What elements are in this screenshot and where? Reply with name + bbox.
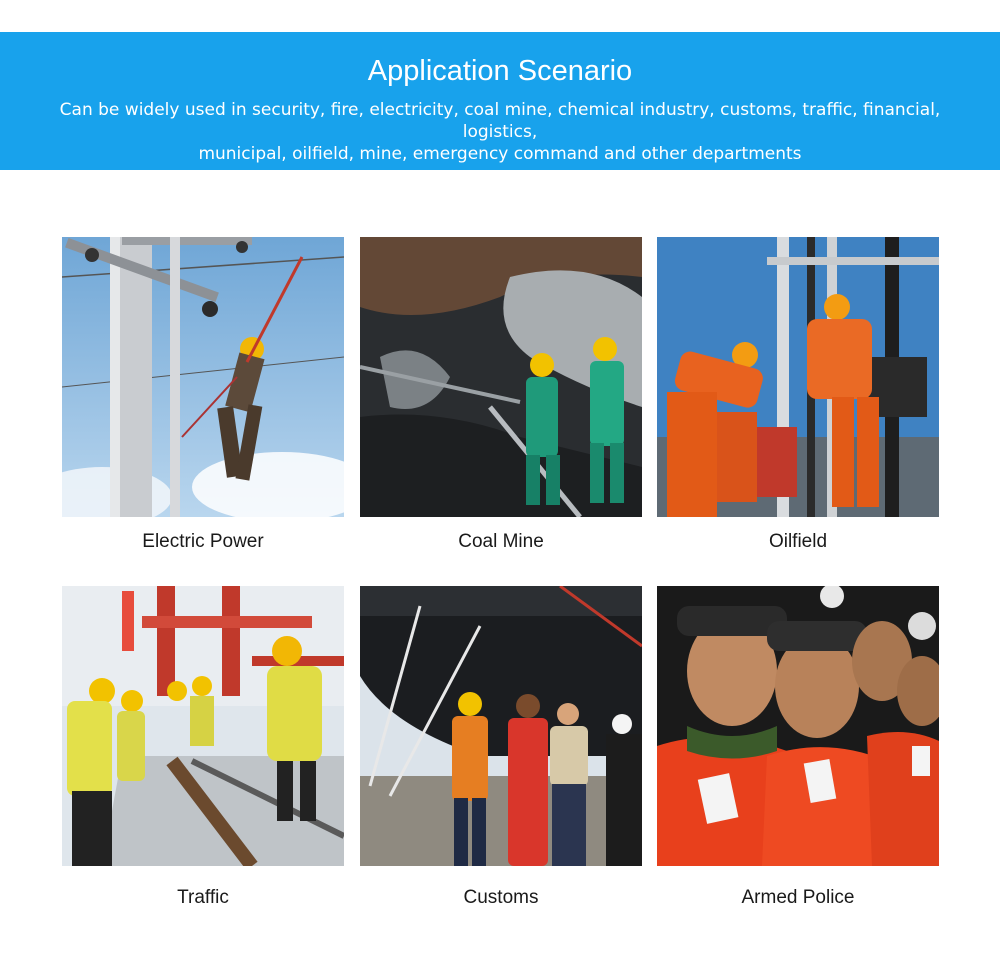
electric-power-photo	[62, 237, 344, 517]
coal-mine-illustration	[360, 237, 642, 517]
caption-customs: Customs	[463, 887, 539, 908]
caption-armed-police: Armed Police	[741, 887, 855, 908]
coal-mine-photo	[360, 237, 642, 517]
caption-oilfield: Oilfield	[768, 531, 828, 552]
oilfield-illustration	[657, 237, 939, 517]
traffic-photo	[62, 586, 344, 866]
armed-police-photo	[657, 586, 939, 866]
customs-illustration	[360, 586, 642, 866]
subtitle-line-2: municipal, oilfield, mine, emergency command and other departments	[198, 144, 802, 164]
page-subtitle	[40, 99, 960, 165]
electric-power-illustration	[62, 237, 344, 517]
traffic-illustration	[62, 586, 344, 866]
page-title: Application Scenario	[367, 55, 633, 87]
subtitle-line-1: Can be widely used in security, fire, electricity, coal mine, chemical industry, customs, traffic, financial, logistics,	[59, 100, 941, 142]
caption-electric-power: Electric Power	[142, 531, 264, 552]
armed-police-illustration	[657, 586, 939, 866]
header-banner	[0, 32, 1000, 170]
customs-photo	[360, 586, 642, 866]
caption-traffic: Traffic	[177, 887, 229, 908]
caption-coal-mine: Coal Mine	[458, 531, 544, 552]
oilfield-photo	[657, 237, 939, 517]
